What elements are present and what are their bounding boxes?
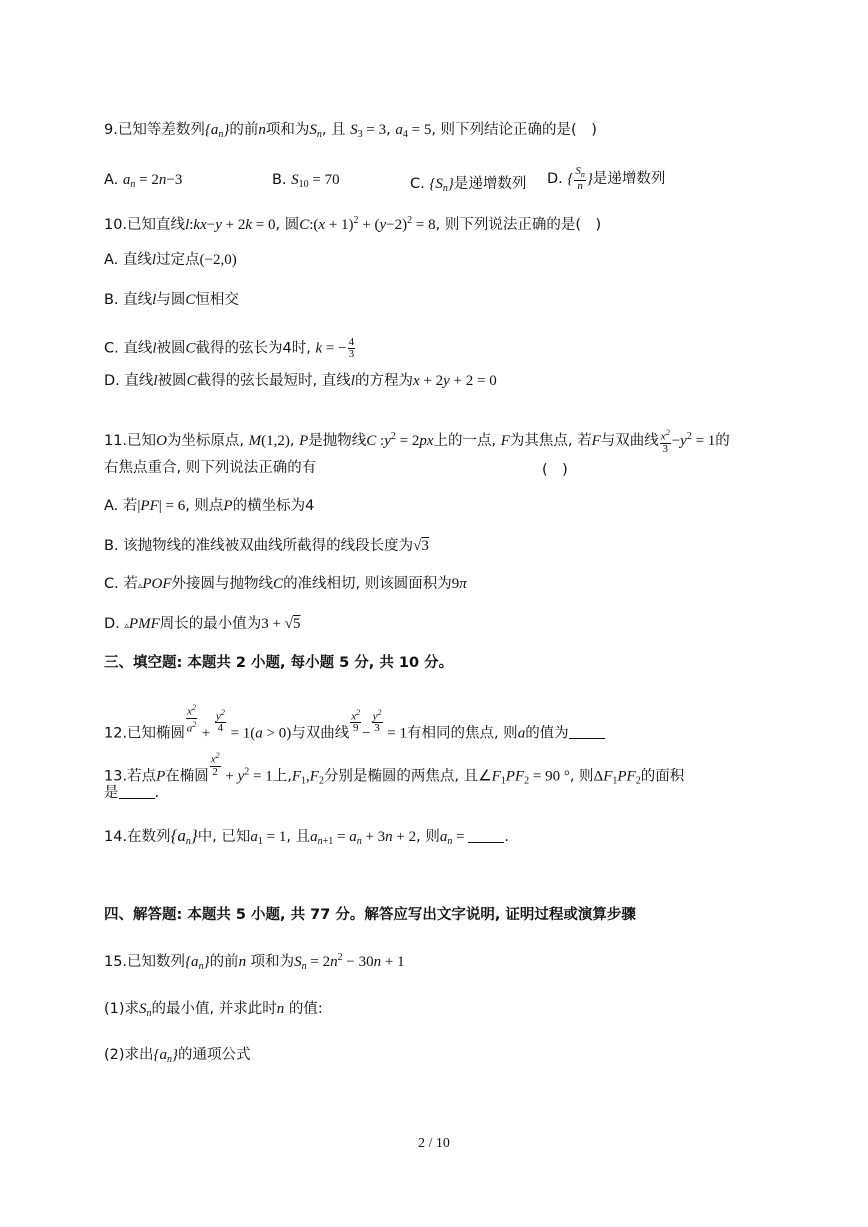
- q14-text: 中, 已知: [197, 829, 251, 845]
- q15-label: 15.已知数列: [104, 954, 186, 970]
- q10-stem: 10.已知直线l:kx−y + 2k = 0, 圆C:(x + $1)^2 + (y-2)^2 = 8$, 则下列说法正确的是( ): [104, 215, 602, 233]
- q14-stem: 14.在数列$\{a_n\}$中, 已知$a_1 = 1$, 且$a_{n+1} = a_n + 3n + 2$, 则$a_n$ = .: [104, 826, 509, 847]
- q15-text: (1)求: [104, 1001, 140, 1017]
- q11-text: 右焦点重合, 则下列说法正确的有: [104, 460, 317, 476]
- option-text: 被圆: [157, 373, 187, 389]
- answer-blank[interactable]: [119, 784, 155, 799]
- answer-blank[interactable]: [468, 828, 504, 843]
- answer-blank[interactable]: [569, 724, 605, 739]
- q9-label: 9.已知等差数列: [104, 122, 205, 138]
- q9-option-d: D. { $\frac{S_n}{n}$ }是递增数列: [547, 165, 666, 193]
- option-text: 被圆: [156, 340, 186, 357]
- q9-option-a: A. $a_n = 2n-3$: [104, 172, 183, 190]
- q13-label: 13.若点: [104, 768, 157, 785]
- q15-part-2: (2)求出$\{a_n\}$的通项公式: [104, 1047, 251, 1065]
- q12-text: 有相同的焦点, 则: [406, 725, 518, 742]
- q15-stem: 15.已知数列$\{a_n\}$的前n 项和为$S_n = 2n^2 - 30n + 1$: [104, 952, 405, 972]
- option-text: B. 该抛物线的准线被双曲线所截得的线段长度为: [104, 538, 414, 554]
- q15-text: 的最小值, 并求此时: [151, 1001, 277, 1017]
- q11-option-b: B. 该抛物线的准线被双曲线所截得的线段长度为√3: [104, 538, 429, 554]
- q9-option-c: C. $\{S_n\}$是递增数列: [410, 176, 527, 194]
- q11-answer-paren: [542, 458, 568, 479]
- option-text: 周长的最小值为: [159, 616, 262, 632]
- section-4-title: 四、解答题: 本题共 5 小题, 共 77 分。解答应写出文字说明, 证明过程或演算步骤: [104, 907, 636, 923]
- option-text: D. 直线: [104, 373, 154, 389]
- q10-option-a: A. 直线l过定点(−2,0): [104, 252, 237, 268]
- q12-stem: 12.已知椭圆 $\frac{x^2}{a^2}$ + $\frac{y^2}{4}$ = 1(a > 0)与双曲线 $\frac{x^2}{9}$ − $\frac{y^2}{3}$ = 1有相同的焦点, 则a的值为: [104, 702, 605, 743]
- option-text: B. 直线: [104, 292, 153, 308]
- option-text: A. 直线: [104, 252, 152, 268]
- option-text: C. 若: [104, 576, 138, 592]
- q15-text: 的通项公式: [178, 1047, 251, 1063]
- q13-stem: 13.若点P在椭圆 $\frac{x^2}{2}$ + $y^2 = 1$上$,F_1,F_2$分别是椭圆的两焦点, 且$\angle F_1PF_2 = 90$ °, 则$\Delta F_1PF_2$的面积: [104, 751, 685, 787]
- q10-option-b: B. 直线l与圆C恒相交: [104, 292, 239, 308]
- q9-text: 项和为: [265, 122, 310, 138]
- section-3-title: 三、填空题: 本题共 2 小题, 每小题 5 分, 共 10 分。: [104, 655, 454, 671]
- q14-text: , 则: [416, 829, 440, 845]
- q11-stem: 11.已知O为坐标原点, M(1,2), P是抛物线C $:y^2 = 2px$上的一点, F为其焦点, 若F与双曲线 $\frac{x^2}{3}$ $-y^2 = 1$的: [104, 428, 730, 455]
- q9-text: , 则下列结论正确的是( ): [431, 122, 597, 138]
- q11-option-c: C. 若▵POF外接圆与抛物线C的准线相切, 则该圆面积为9π: [104, 576, 467, 592]
- q12-text: 与双曲线: [291, 725, 350, 742]
- q11-text: 上的一点,: [433, 433, 497, 449]
- q11-label: 11.已知: [104, 433, 157, 449]
- q14-text: .: [504, 829, 509, 845]
- q15-text: 项和为: [250, 954, 295, 970]
- q13-text: 分别是椭圆的两焦点, 且: [323, 768, 479, 785]
- q13-text: , 则: [569, 768, 594, 785]
- q9-text: , 且: [321, 122, 346, 138]
- page-number: 2 / 10: [418, 1136, 450, 1151]
- option-text: 恒相交: [195, 292, 239, 308]
- q11-text: 是抛物线: [308, 433, 367, 449]
- q9-option-b: B. $S_{10} = 70$: [272, 172, 340, 190]
- option-text: 过定点: [156, 252, 200, 268]
- q11-text: ,: [289, 433, 295, 449]
- q9-text: 的前: [229, 122, 259, 138]
- q11-option-a: A. 若|PF| = 6, 则点P的横坐标为4: [104, 498, 315, 514]
- q12-text: 的值为: [525, 725, 569, 742]
- option-text: 截得的弦长最短时, 直线: [196, 373, 351, 389]
- option-text: D.: [104, 616, 120, 632]
- q10-option-d: D. 直线l被圆C截得的弦长最短时, 直线l的方程为x + 2y + 2 = 0: [104, 373, 497, 389]
- q13-text: .: [154, 785, 160, 801]
- q15-text: 的值:: [288, 1001, 323, 1017]
- option-text: C. 直线: [104, 340, 153, 357]
- q13-text: 上,: [272, 768, 292, 785]
- q11-text: 的: [715, 433, 730, 449]
- q13-text: 在椭圆: [165, 768, 209, 785]
- q10-text: , 则下列说法正确的是( ): [435, 217, 602, 233]
- option-text: 与圆: [156, 292, 186, 308]
- option-text: 的准线相切, 则该圆面积为: [283, 576, 452, 592]
- option-label: A.: [104, 172, 119, 188]
- option-text: 的横坐标为4: [232, 498, 315, 514]
- q15-text: (2)求出: [104, 1047, 154, 1063]
- q11-text: 为其焦点, 若: [509, 433, 592, 449]
- q14-text: , 且: [286, 829, 311, 845]
- q15-part-1: (1)求$S_n$的最小值, 并求此时n 的值:: [104, 1001, 323, 1019]
- option-text: 是递增数列: [453, 176, 527, 192]
- q14-label: 14.在数列: [104, 829, 171, 845]
- q10-text: , 圆: [275, 217, 300, 233]
- q9-stem: 9.已知等差数列$\{a_n\}$的前n项和为$S_n$, 且 $S_3 = 3$, $a_4 = 5$, 则下列结论正确的是( ): [104, 122, 597, 140]
- option-label: B.: [272, 172, 287, 188]
- q12-label: 12.已知椭圆: [104, 725, 186, 742]
- q11-option-d: D. ▵PMF周长的最小值为3 + √5: [104, 616, 301, 632]
- option-text: 外接圆与抛物线: [171, 576, 274, 592]
- option-text: , 则点: [185, 498, 224, 514]
- option-label: D.: [547, 171, 563, 188]
- q10-label: 10.已知直线: [104, 217, 186, 233]
- q13-text: 的面积: [640, 768, 685, 785]
- q13-stem-line2: [104, 783, 159, 803]
- option-text: 的方程为: [354, 373, 413, 389]
- q11-text: 与双曲线: [600, 433, 659, 449]
- q15-text: 的前: [209, 954, 239, 970]
- q11-text: 为坐标原点,: [166, 433, 245, 449]
- q10-option-c: C. 直线l被圆C截得的弦长为4时, k = − $\frac{4}{3}$: [104, 336, 355, 360]
- q11-stem-line2: [104, 458, 316, 478]
- q13-text: 是: [104, 785, 119, 801]
- option-label: C.: [410, 176, 425, 192]
- option-text: A. 若: [104, 498, 138, 514]
- option-text: 是递增数列: [592, 171, 666, 188]
- q11-paren: ( ): [542, 462, 568, 478]
- option-text: 截得的弦长为4时,: [195, 340, 311, 357]
